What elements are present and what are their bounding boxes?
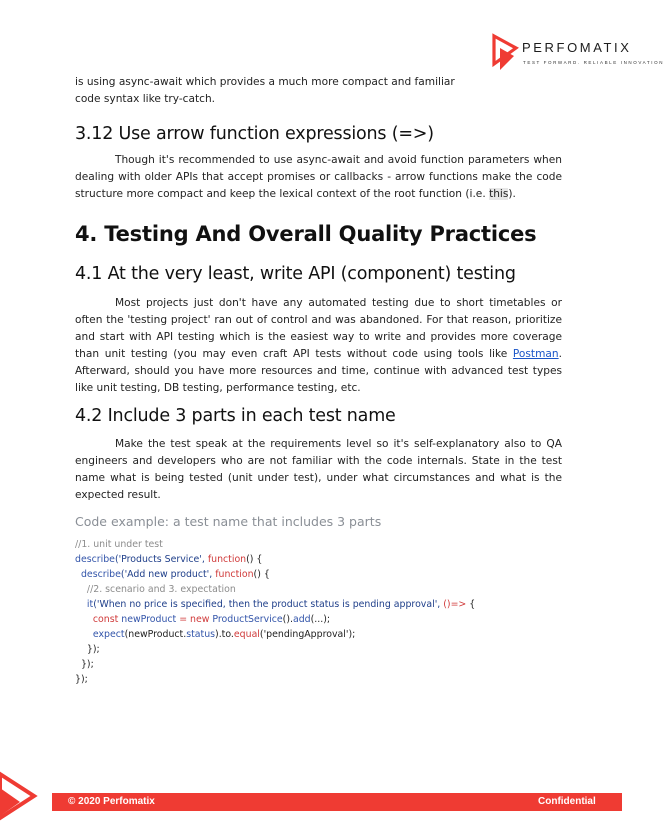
postman-link[interactable]: Postman (512, 348, 559, 360)
code-line-1 (75, 537, 375, 552)
code-line-3 (75, 567, 375, 582)
code-punct: ).to. (215, 629, 234, 640)
paragraph-text: ). (508, 188, 516, 200)
section-4-heading: 4. Testing And Overall Quality Practices (75, 222, 537, 246)
logo-tagline: TEST FORWARD. RELIABLE INNOVATION (523, 60, 664, 65)
code-class: ProductService (212, 614, 283, 625)
code-keyword: function (207, 554, 247, 565)
code-function: describe (80, 569, 121, 580)
code-string: ('When no price is specified, then the product status is pending approval', (93, 599, 444, 610)
code-line-8 (75, 642, 375, 657)
code-punct: }); (80, 659, 94, 670)
code-line-9 (75, 657, 375, 672)
code-keyword: const (92, 614, 122, 625)
code-string: ('Products Service', (114, 554, 208, 565)
intro-line-1: is using async-await which provides a much more compact and familiar (75, 76, 455, 88)
code-line-7 (75, 627, 375, 642)
section-4-1-paragraph (75, 295, 562, 397)
section-4-2-paragraph: Make the test speak at the requirements level so it's self-explanatory also to QA engineers and developers who are not familiar with the code internals. State in the test name what is being tested (unit under test), under what circumstances and what is the expected result. (75, 438, 562, 501)
section-4 (75, 222, 562, 246)
section-4-2 (75, 406, 562, 426)
intro-line-2: code syntax like try-catch. (75, 93, 216, 105)
code-example-caption-wrap (75, 514, 562, 529)
section-4-1-heading: 4.1 At the very least, write API (component) testing (75, 264, 516, 284)
code-keyword: function (215, 569, 254, 580)
code-method: equal (233, 629, 260, 640)
code-function: expect (92, 629, 125, 640)
section-4-1 (75, 264, 562, 284)
footer-confidential: Confidential (538, 796, 596, 807)
code-punct: () { (253, 569, 270, 580)
section-4-1-body (75, 295, 562, 397)
paragraph-text: Though it's recommended to use async-await and avoid function parameters when dealing with older APIs that accept promises or callbacks - arrow functions make the code structure more compact and keep the lexical context of the root function (i.e. (75, 154, 562, 200)
code-punct: (). (282, 614, 293, 625)
code-comment: //2. scenario and 3. expectation (86, 584, 236, 595)
paragraph-text: . Afterward, should you have more resources and time, continue with advanced test types like unit testing, DB testing, performance testing, etc. (75, 348, 562, 394)
intro-paragraph (75, 74, 485, 108)
footer-copyright: © 2020 Perfomatix (68, 796, 155, 807)
code-line-4 (75, 582, 375, 597)
section-3-12-heading: 3.12 Use arrow function expressions (=>) (75, 124, 434, 144)
code-example-caption: Code example: a test name that includes 3 parts (75, 514, 382, 529)
code-punct: }); (86, 644, 100, 655)
section-3-12 (75, 124, 562, 144)
code-punct: { (469, 599, 476, 610)
code-string: ('Add new product', (120, 569, 216, 580)
section-3-12-body (75, 152, 562, 203)
perfomatix-footer-mark-icon (0, 766, 52, 826)
code-comment: //1. unit under test (75, 539, 163, 550)
page-footer (0, 766, 638, 826)
code-property: status (186, 629, 216, 640)
code-punct: ('pendingApproval'); (259, 629, 356, 640)
code-line-5 (75, 597, 476, 612)
code-line-10 (75, 672, 375, 687)
code-keyword: = new (179, 614, 213, 625)
code-punct: (newProduct. (124, 629, 187, 640)
section-4-2-body (75, 436, 562, 504)
code-function: it (86, 599, 94, 610)
code-function: describe (75, 554, 115, 565)
code-line-2 (75, 552, 375, 567)
code-line-6 (75, 612, 375, 627)
code-block (75, 537, 476, 687)
logo-name: PERFOMATIX (522, 40, 632, 55)
code-variable: newProduct (121, 614, 180, 625)
code-punct: }); (75, 674, 88, 685)
paragraph-text: Most projects just don't have any automated testing due to short timetables or often the 'testing project' ran out of control and was abandoned. For that reason, prioritize and start with API testing which is the easiest way to write and provides more coverage than unit testing (you may even craft API tests without code using tools like (75, 297, 562, 360)
section-4-2-heading: 4.2 Include 3 parts in each test name (75, 406, 396, 426)
keyword-this: this (489, 188, 509, 200)
code-method: add (292, 614, 311, 625)
code-punct: (...); (310, 614, 331, 625)
section-3-12-paragraph (75, 152, 562, 203)
code-arrow: ()=> (443, 599, 470, 610)
code-punct: () { (246, 554, 263, 565)
